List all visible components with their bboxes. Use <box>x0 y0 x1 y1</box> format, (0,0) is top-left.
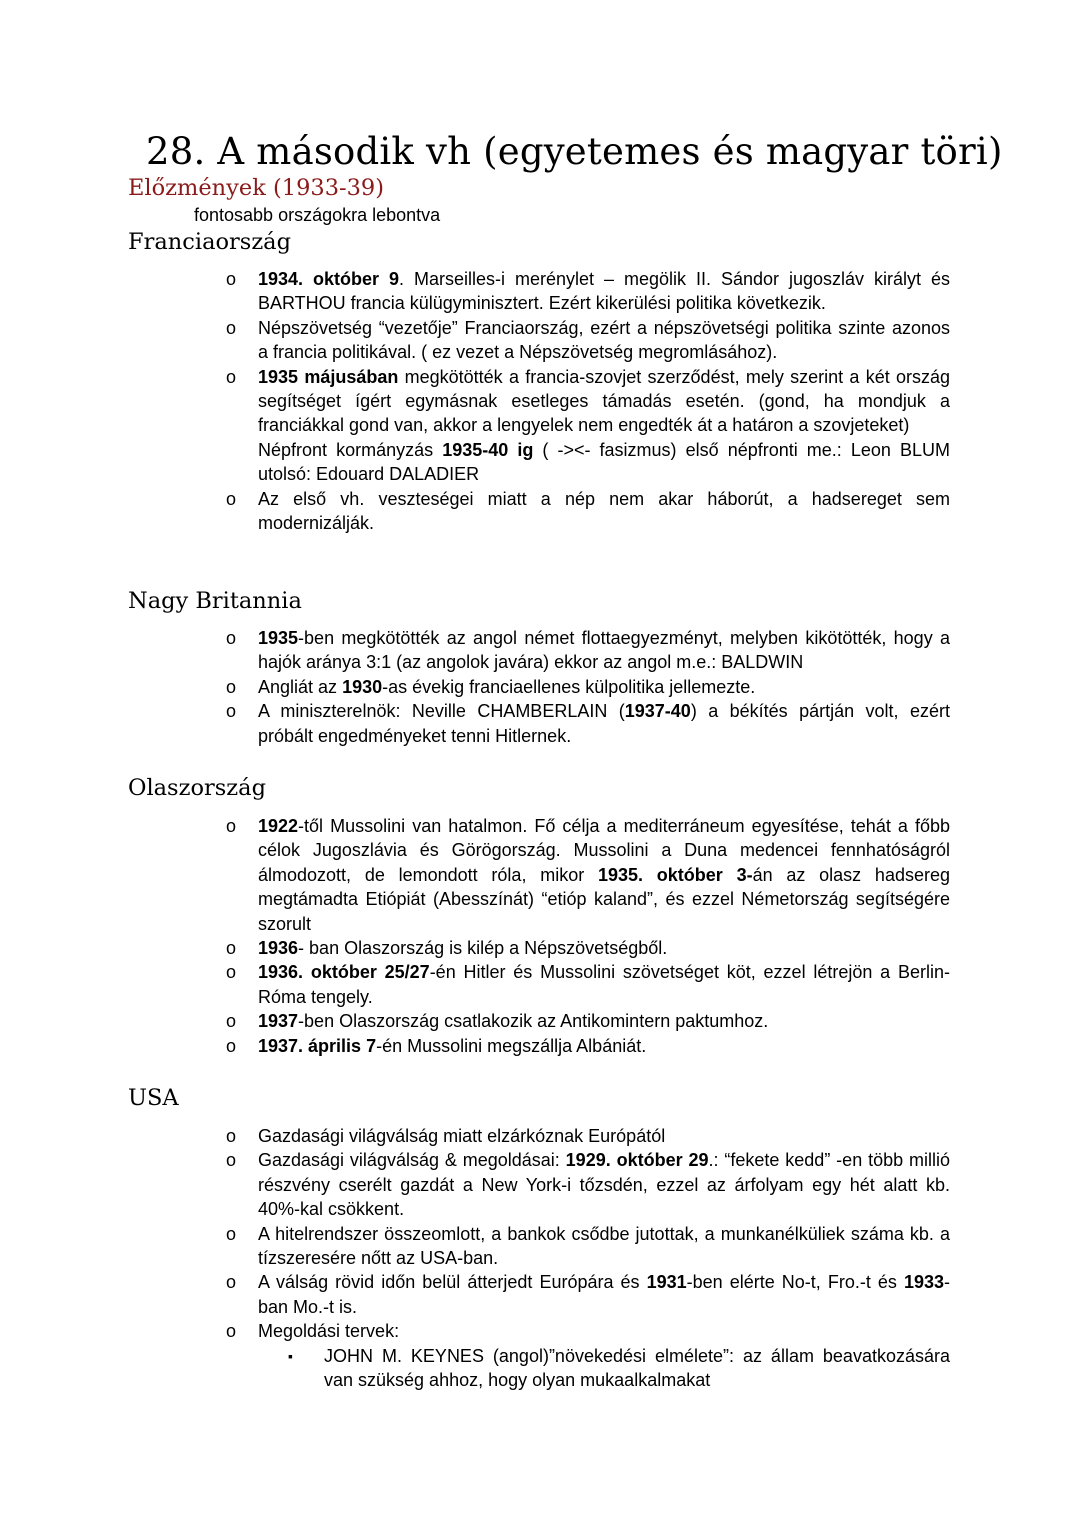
prelude-subtitle: fontosabb országokra lebontva <box>194 205 441 225</box>
bold-text: 1937-40 <box>624 701 691 722</box>
text-run: ( -><- fasizmus) első népfronti me.: Leon BLUM utolsó: Edouard DALADIER <box>258 439 950 485</box>
bold-text: 1937 <box>258 1011 299 1032</box>
list-item <box>0 699 950 748</box>
bullet-icon: o <box>226 366 237 387</box>
list-item-text <box>258 318 950 362</box>
bold-text: 1929. október 29 <box>565 1150 709 1171</box>
text-run: -től Mussolini van hatalmon. Fő célja a mediterráneum egyesítése, tehát a főbb célok Jugoszlávia és Görögország. Mussolini a Duna medencei fennhatóságról álmodozott, de lemondott róla, mikor <box>258 816 950 885</box>
list-item <box>0 1270 950 1319</box>
bold-text: 1937. április 7 <box>258 1035 377 1056</box>
text-run: -én Mussolini megszállja Albániát. <box>376 1035 647 1056</box>
list-item-continuation <box>258 438 950 487</box>
bold-text: 1922 <box>258 816 299 836</box>
square-bullet-icon: ▪ <box>288 1347 293 1364</box>
list-item-text <box>258 816 950 934</box>
nagy-britannia-list <box>0 626 1080 748</box>
text-run: A miniszterelnök: Neville CHAMBERLAIN ( <box>258 701 625 722</box>
bold-text: 1936 <box>258 938 299 959</box>
bold-text: 1934. október 9 <box>258 269 400 289</box>
bullet-icon: o <box>226 1321 237 1342</box>
bullet-icon: o <box>226 269 237 289</box>
text-run: -én Hitler és Mussolini szövetséget köt, ezzel létrejön a Berlin-Róma tengely. <box>258 962 950 1007</box>
text-run: Gazdasági világválság miatt elzárkóznak Európától <box>258 1126 666 1146</box>
section-heading-usa: USA <box>128 1085 179 1111</box>
bold-text: 1931 <box>646 1272 687 1293</box>
list-item <box>0 365 950 487</box>
bullet-icon: o <box>226 628 237 648</box>
section-heading-franciaorszag: Franciaország <box>128 229 292 255</box>
bold-text: 1935 <box>258 628 299 648</box>
list-item <box>0 675 950 699</box>
bullet-icon: o <box>226 1035 237 1056</box>
bold-text: 1930 <box>342 676 383 697</box>
text-run: Népszövetség “vezetője” Franciaország, ezért a népszövetségi politika szinte azonos a francia politikával. ( ez vezet a Népszövetség megromlásához). <box>258 317 950 363</box>
list-item-text <box>258 1011 768 1031</box>
text-run: A hitelrendszer összeomlott, a bankok csődbe jutottak, a munkanélküliek száma kb. a tízszeresére nőtt az USA-ban. <box>258 1223 950 1269</box>
text-run: A válság rövid időn belül átterjedt Európára és <box>258 1272 647 1293</box>
text-run: - ban Olaszország is kilép a Népszövetségből. <box>298 938 668 959</box>
bullet-icon: o <box>226 1011 237 1032</box>
bullet-icon: o <box>226 938 237 959</box>
sublist-item <box>258 1344 950 1393</box>
olaszorszag-list <box>0 814 1080 1058</box>
prelude-heading: Előzmények (1933-39) <box>128 175 385 201</box>
bold-text: 1935 májusában <box>258 366 399 387</box>
list-item <box>0 936 950 960</box>
list-item <box>0 960 950 1009</box>
text-run: Megoldási tervek: <box>258 1321 400 1342</box>
text-run: Az első vh. veszteségei miatt a nép nem akar háborút, a hadsereget sem modernizálják. <box>258 488 950 534</box>
text-run: Népfront kormányzás <box>258 439 443 460</box>
bold-text: 1936. október 25/27 <box>258 962 430 983</box>
text-run: . Marseilles-i merénylet – megölik II. Sándor jugoszláv királyt és BARTHOU francia külügyminisztert. Ezért kikerülési politika következik. <box>258 269 950 314</box>
list-item <box>0 1009 950 1033</box>
bullet-icon: o <box>226 701 237 722</box>
text-run: -ben Olaszország csatlakozik az Antikomintern paktumhoz. <box>298 1011 769 1032</box>
text-run: JOHN M. KEYNES (angol)”növekedési elmélete”: az állam beavatkozására van szükség ahhoz, hogy olyan mukaalkalmakat <box>324 1345 950 1391</box>
list-item <box>0 1124 950 1148</box>
list-item-text <box>258 1126 665 1146</box>
bullet-icon: o <box>226 317 237 338</box>
text-run: -as évekig franciaellenes külpolitika jellemezte. <box>382 676 756 697</box>
section-heading-nagy-britannia: Nagy Britannia <box>128 588 302 614</box>
list-item <box>0 316 950 365</box>
bold-text: 1933 <box>903 1272 944 1293</box>
list-item <box>0 1148 950 1221</box>
text-run: án az olasz hadsereg megtámadta Etiópiát (Abesszínát) “etióp kaland”, és ezzel Németország segítségére szorult <box>258 864 950 934</box>
section-heading-olaszorszag: Olaszország <box>128 775 266 801</box>
text-run: -ben elérte No-t, Fro.-t és <box>686 1272 904 1293</box>
list-item <box>0 814 950 936</box>
list-item-text <box>258 628 950 672</box>
bullet-icon: o <box>226 1223 237 1244</box>
list-item-text <box>258 1036 646 1056</box>
list-item-text <box>258 367 950 436</box>
bullet-icon: o <box>226 816 237 836</box>
text-run: -ban Mo.-t is. <box>258 1272 950 1317</box>
list-item <box>0 1319 950 1392</box>
text-run: Angliát az <box>258 676 343 697</box>
list-item-text <box>258 677 755 697</box>
list-item-text <box>258 701 950 745</box>
bold-text: 1935. október 3- <box>597 864 753 885</box>
bullet-icon: o <box>226 962 237 983</box>
text-run: Gazdasági világválság & megoldásai: <box>258 1150 566 1171</box>
list-item <box>0 1034 950 1058</box>
page-title: 28. A második vh (egyetemes és magyar töri) <box>146 130 1003 173</box>
bullet-icon: o <box>226 488 237 509</box>
list-item-text <box>258 1224 950 1268</box>
list-item-text <box>258 269 950 313</box>
franciaorszag-list <box>0 267 1080 535</box>
list-item <box>0 626 950 675</box>
bullet-icon: o <box>226 676 237 697</box>
list-item <box>0 1222 950 1271</box>
bullet-icon: o <box>226 1126 237 1146</box>
text-run: ) a békítés pártján volt, ezért próbált engedményeket tenni Hitlernek. <box>258 701 950 746</box>
list-item-text <box>258 1272 950 1316</box>
sublist-item-text <box>324 1346 950 1390</box>
bullet-icon: o <box>226 1272 237 1293</box>
text-run: megkötötték a francia-szovjet szerződést, mely szerint a két ország segítséget ígért egymásnak esetleges támadás esetén. (gond, ha mondjuk a franciákkal gond van, akkor a lengyelek nem engedték át a határon a szovjeteket) <box>258 366 950 436</box>
list-item <box>0 487 950 536</box>
usa-list <box>0 1124 1080 1392</box>
list-item-text <box>258 1321 399 1341</box>
list-item-text <box>258 938 667 958</box>
text-run: .: “fekete kedd” -en több millió részvény cserélt gazdát a New York-i tőzsdén, ezzel az árfolyam egy hét alatt kb. 40%-kal csökkent. <box>258 1150 950 1220</box>
bullet-icon: o <box>226 1150 237 1171</box>
sublist <box>258 1344 950 1393</box>
list-item <box>0 267 950 316</box>
text-run: -ben megkötötték az angol német flottaegyezményt, melyben kikötötték, hogy a hajók aránya 3:1 (az angolok javára) ekkor az angol m.e.: BALDWIN <box>258 628 950 673</box>
bold-text: 1935-40 ig <box>442 439 534 460</box>
list-item-text <box>258 489 950 533</box>
list-item-text <box>258 1150 950 1219</box>
list-item-text <box>258 962 950 1006</box>
